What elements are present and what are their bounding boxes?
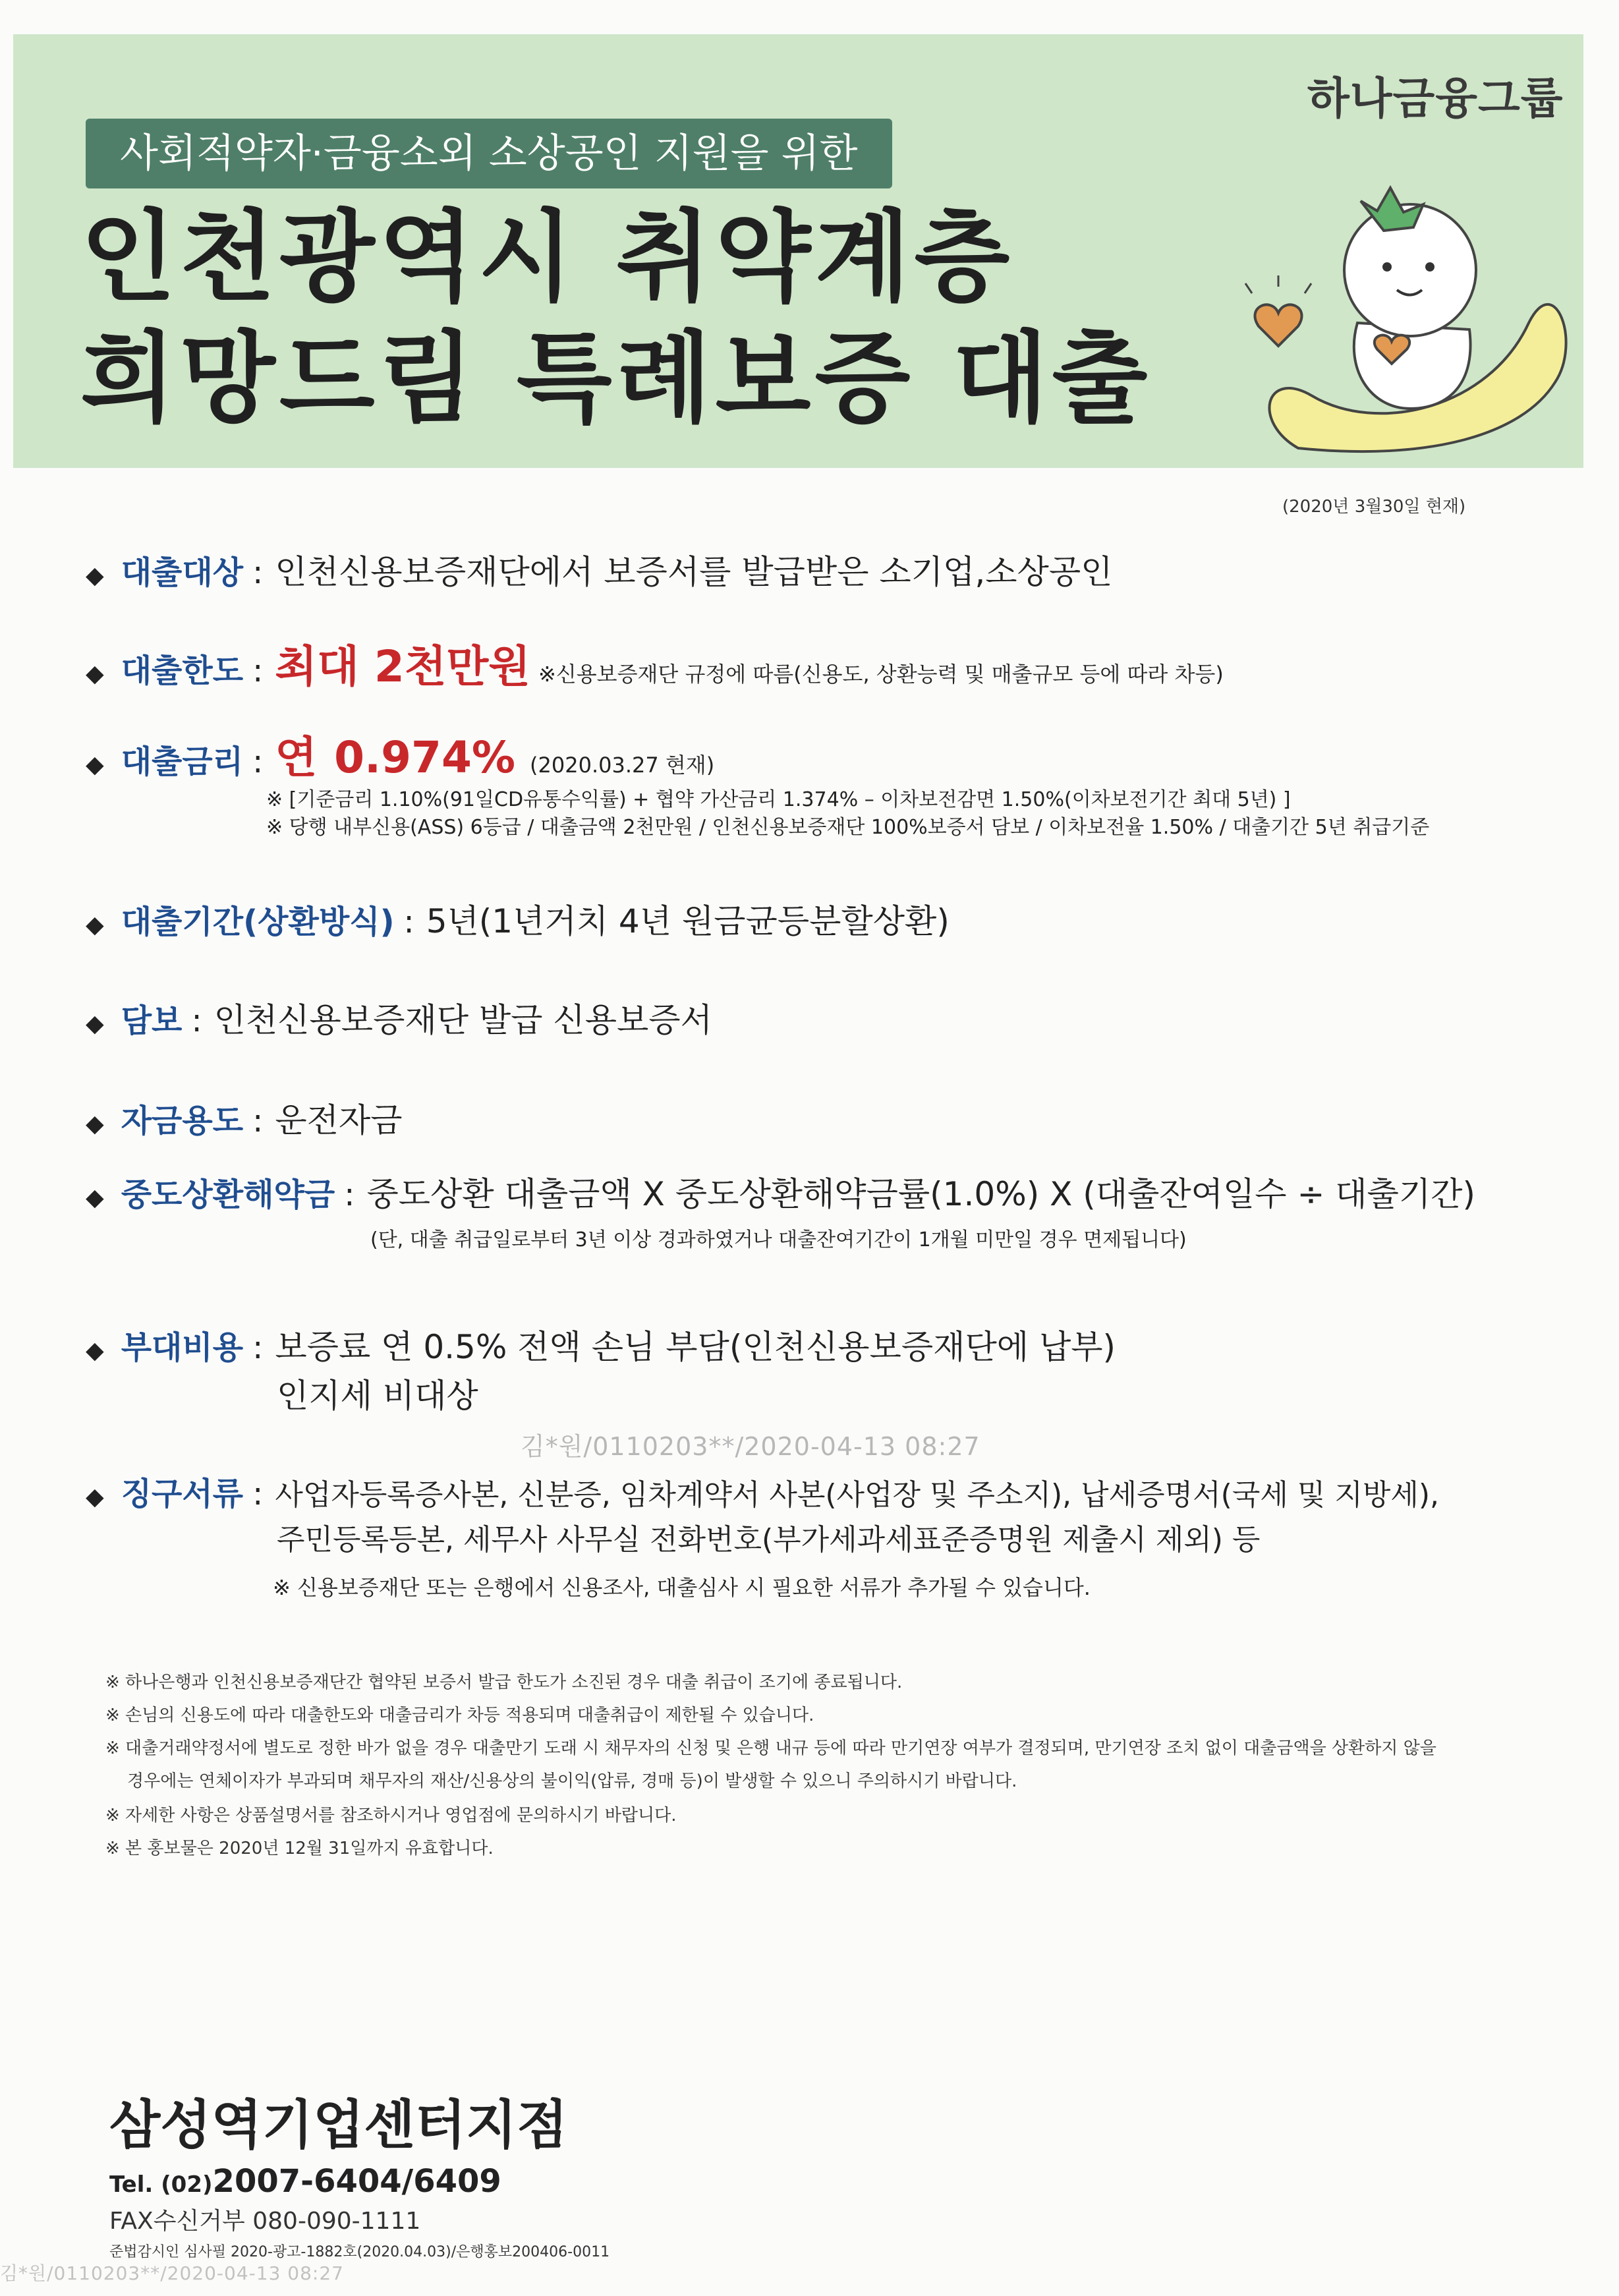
as-of-date: (2020년 3월30일 현재) [1282,497,1466,517]
diamond-bullet-icon: ◆ [86,751,104,778]
item-label: 대출대상 [121,554,244,591]
page-title-line1: 인천광역시 취약계층 [80,200,1014,315]
documents-line2: 주민등록등본, 세무사 사무실 전화번호(부가세과세표준증명원 제출시 제외) 등 [277,1523,1261,1557]
extra-cost-line2: 인지세 비대상 [277,1377,478,1415]
item-label: 자금용도 [121,1103,244,1139]
diamond-bullet-icon: ◆ [86,660,104,687]
colon: : [252,1476,264,1512]
diamond-bullet-icon: ◆ [86,1483,104,1510]
diamond-bullet-icon: ◆ [86,1337,104,1364]
branch-phone [109,2163,501,2200]
item-label: 중도상환해약금 [121,1176,335,1213]
colon: : [252,1329,264,1366]
item-early-repay [86,1168,1475,1215]
colon: : [252,1103,264,1139]
mascot-illustration [1212,171,1581,455]
item-extra-cost [86,1321,1116,1368]
item-value: 사업자등록증사본, 신분증, 임차계약서 사본(사업장 및 주소지), 납세증명서(국세 및 지방세), [275,1478,1439,1512]
brand-logo: 하나금융그룹 [1307,73,1564,124]
item-period [86,895,950,942]
item-label: 대출한도 [121,652,244,689]
diamond-bullet-icon: ◆ [86,1184,104,1211]
footnote-4: ※ 자세한 사항은 상품설명서를 참조하시거나 영업점에 문의하시기 바랍니다. [105,1806,677,1825]
item-rate [86,722,714,785]
item-value: 인천신용보증재단 발급 신용보증서 [213,1001,712,1039]
item-value: 인천신용보증재단에서 보증서를 발급받은 소기업,소상공인 [275,553,1113,591]
item-label: 대출금리 [121,743,244,780]
watermark-center: 김*원/0110203**/2020-04-13 08:27 [521,1432,980,1461]
rate-date-note: (2020.03.27 현재) [530,753,715,778]
branch-name: 삼성역기업센터지점 [109,2094,568,2156]
tel-number: 2007-6404/6409 [212,2163,501,2200]
diamond-bullet-icon: ◆ [86,562,104,589]
colon: : [403,904,414,940]
colon: : [191,1002,202,1039]
item-documents [86,1468,1439,1514]
item-value: 보증료 연 0.5% 전액 손님 부담(인천신용보증재단에 납부) [275,1328,1116,1366]
rate-sub-note-1: ※ [기준금리 1.10%(91일CD유통수익률) + 협약 가산금리 1.374% – 이차보전감면 1.50%(이차보전기간 최대 5년) ] [266,788,1291,811]
diamond-bullet-icon: ◆ [86,1110,104,1137]
colon: : [252,652,264,689]
diamond-bullet-icon: ◆ [86,1010,104,1037]
item-collateral [86,994,712,1041]
compliance-approval: 준법감시인 심사필 2020-광고-1882호(2020.04.03)/은행홍보200406-0011 [109,2244,610,2260]
diamond-bullet-icon: ◆ [86,911,104,938]
item-label: 징구서류 [121,1476,244,1512]
documents-note: ※ 신용보증재단 또는 은행에서 신용조사, 대출심사 시 필요한 서류가 추가될 수 있습니다. [273,1575,1091,1600]
limit-highlight: 최대 2천만원 [275,641,531,692]
colon: : [252,554,264,591]
colon: : [344,1176,355,1213]
item-target [86,546,1112,593]
rate-highlight: 0.974% [334,732,516,783]
item-label: 대출기간(상환방식) [121,904,395,940]
footnote-5: ※ 본 홍보물은 2020년 12월 31일까지 유효합니다. [105,1839,494,1858]
footnote-3: ※ 대출거래약정서에 별도로 정한 바가 없을 경우 대출만기 도래 시 채무자의 신청 및 은행 내규 등에 따라 만기연장 여부가 결정되며, 만기연장 조치 없이 대출금액을 상환하지 않을 [105,1738,1436,1758]
item-value: 5년(1년거치 4년 원금균등분할상환) [426,902,950,940]
item-label: 부대비용 [121,1329,244,1366]
subtitle-badge: 사회적약자·금융소외 소상공인 지원을 위한 [86,119,892,188]
item-limit [86,631,1224,694]
page-title-line2: 희망드림 특례보증 대출 [80,322,1152,436]
fax-info: FAX수신거부 080-090-1111 [109,2208,421,2235]
item-value: 중도상환 대출금액 X 중도상환해약금률(1.0%) X (대출잔여일수 ÷ 대출기간) [366,1175,1475,1213]
limit-note: ※신용보증재단 규정에 따름(신용도, 상환능력 및 매출규모 등에 따라 차등) [538,662,1224,687]
footnote-3-cont: 경우에는 연체이자가 부과되며 채무자의 재산/신용상의 불이익(압류, 경매 등)이 발생할 수 있으니 주의하시기 바랍니다. [105,1771,1017,1791]
tel-prefix: Tel. (02) [109,2171,213,2198]
rate-prefix: 연 [275,732,318,783]
footnote-1: ※ 하나은행과 인천신용보증재단간 협약된 보증서 발급 한도가 소진된 경우 대출 취급이 조기에 종료됩니다. [105,1673,903,1692]
colon: : [252,743,264,780]
item-value: 운전자금 [275,1101,403,1139]
early-repay-note: (단, 대출 취급일로부터 3년 이상 경과하였거나 대출잔여기간이 1개월 미만일 경우 면제됩니다) [370,1228,1187,1251]
footnote-2: ※ 손님의 신용도에 따라 대출한도와 대출금리가 차등 적용되며 대출취급이 제한될 수 있습니다. [105,1706,814,1725]
item-label: 담보 [121,1002,183,1039]
item-use [86,1094,403,1141]
watermark-bottom: 김*원/0110203**/2020-04-13 08:27 [0,2262,344,2284]
rate-sub-note-2: ※ 당행 내부신용(ASS) 6등급 / 대출금액 2천만원 / 인천신용보증재단 100%보증서 담보 / 이차보전율 1.50% / 대출기간 5년 취급기준 [266,816,1430,839]
